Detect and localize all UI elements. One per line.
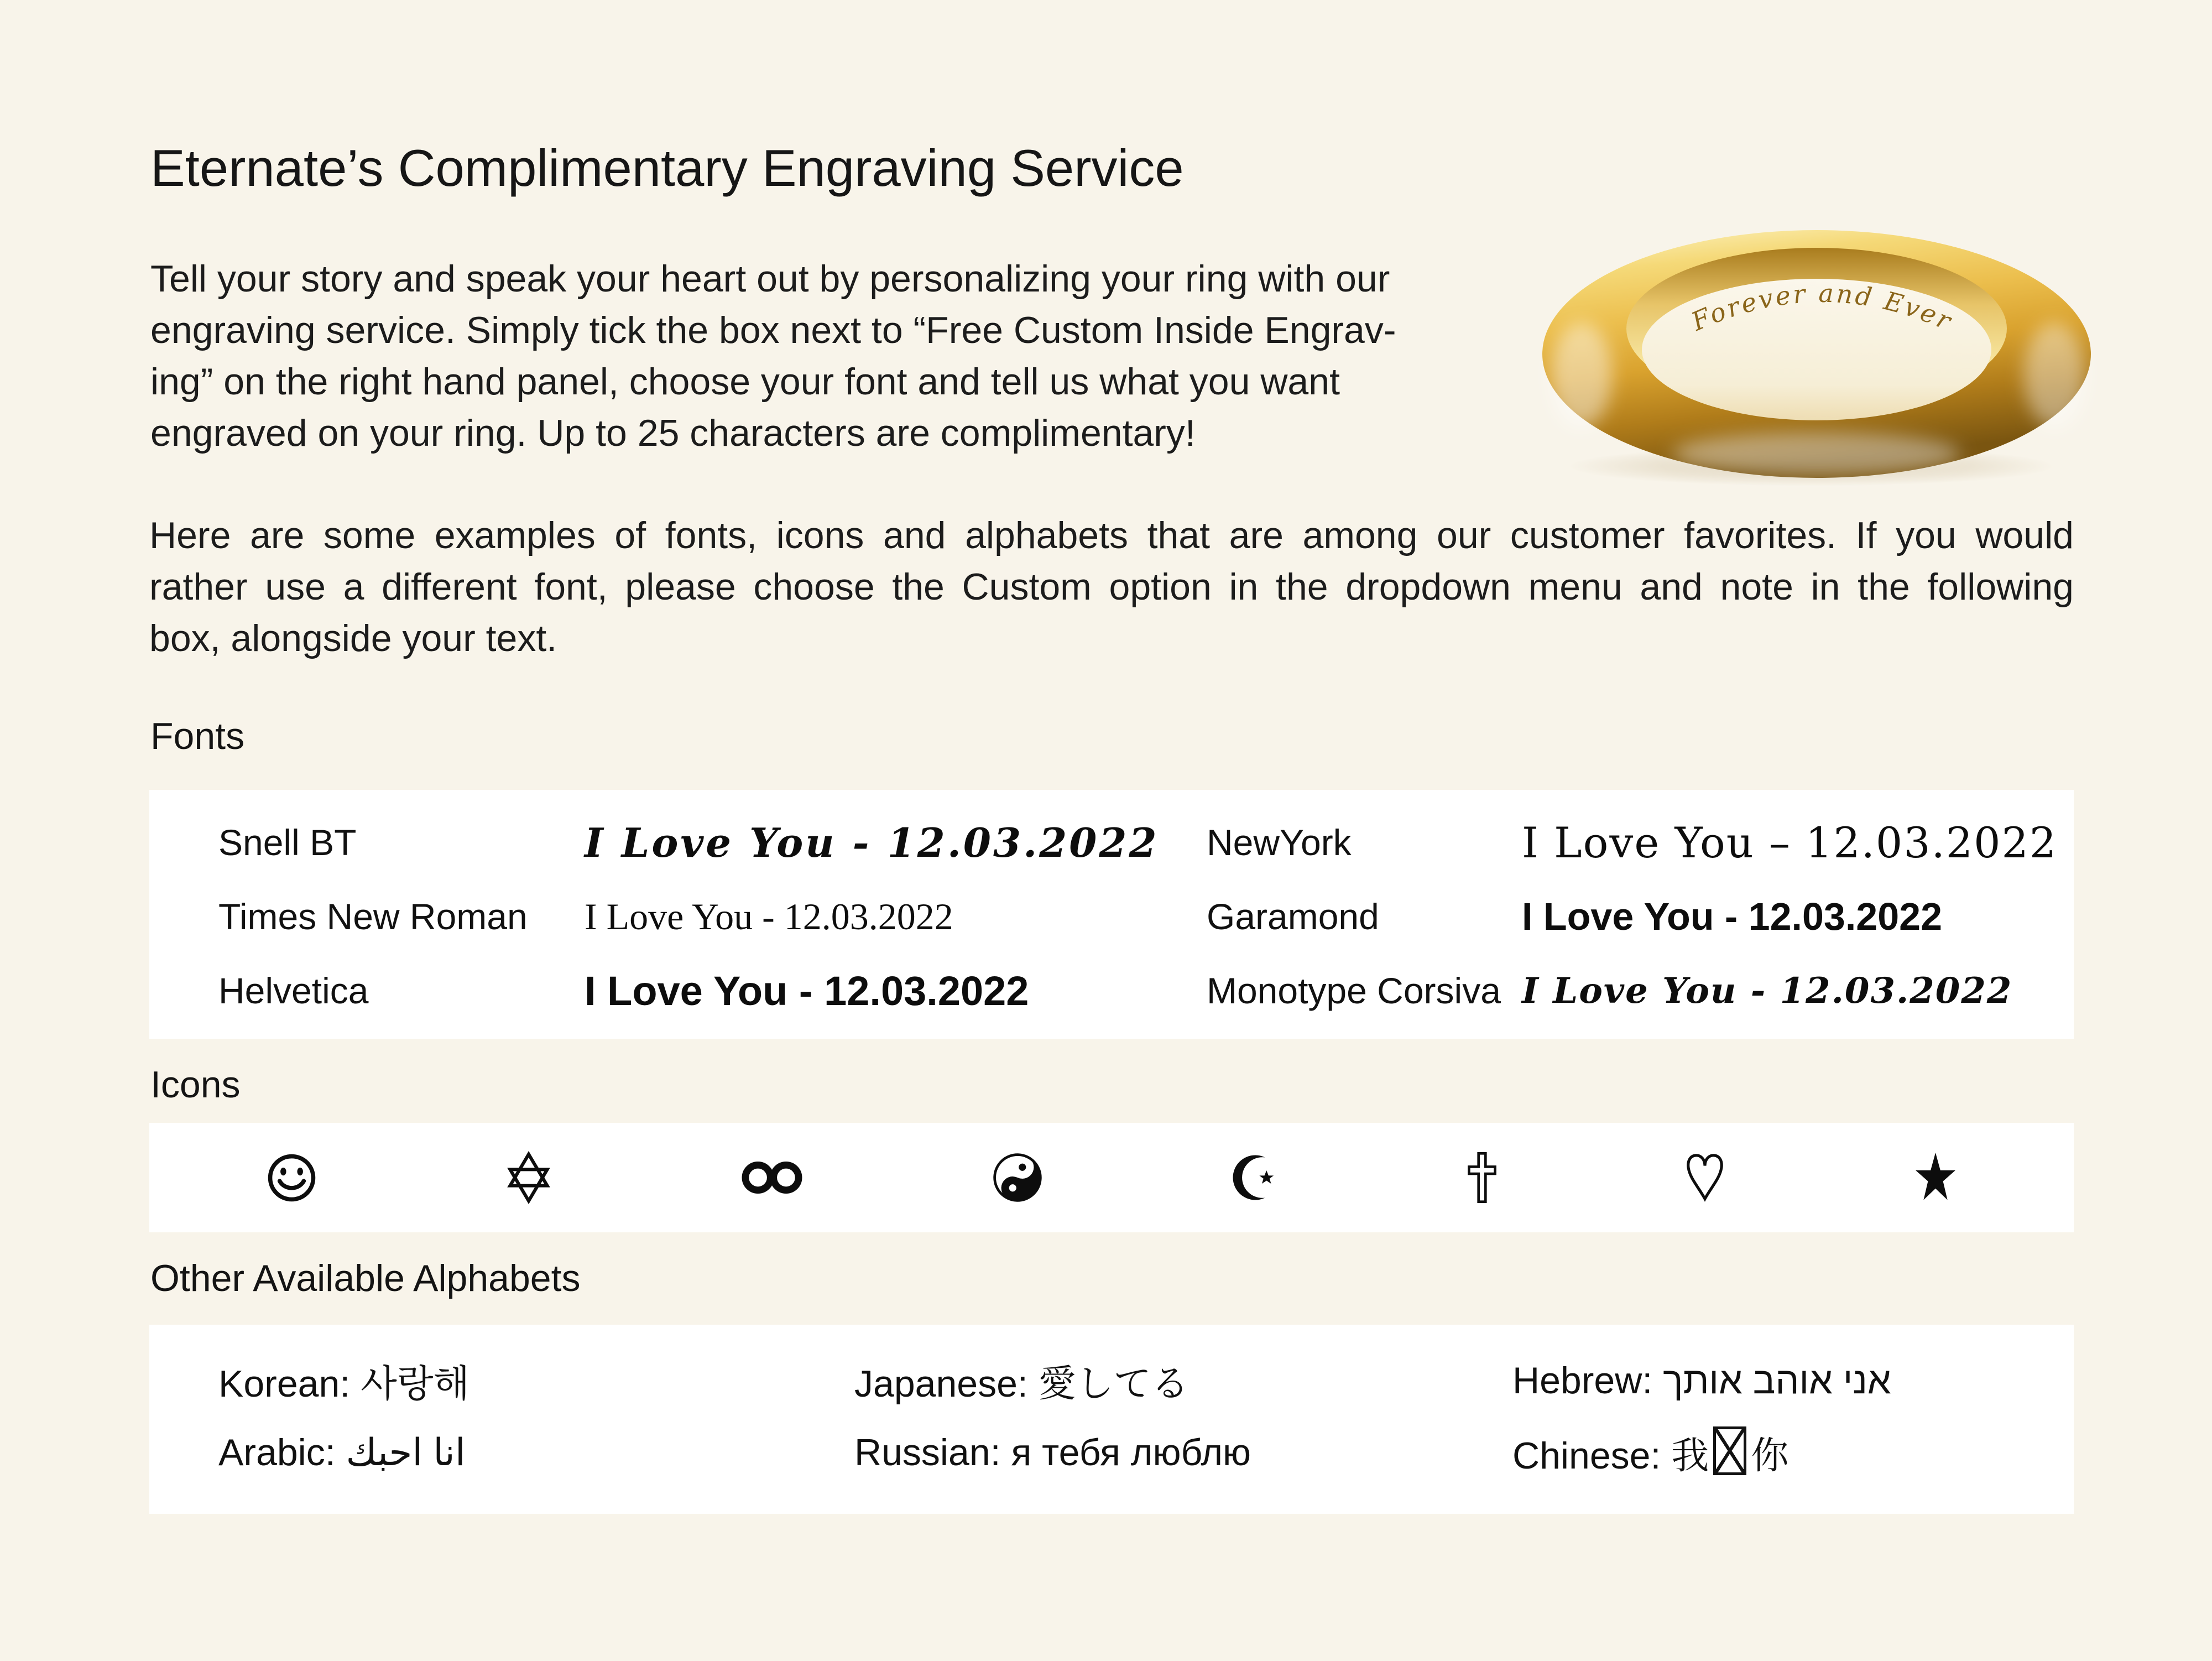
- intro-line-3: ing” on the right hand panel, choose your font and tell us what you want: [150, 361, 1340, 403]
- font-sample-snell-bt: I Love You - 12.03.2022: [585, 819, 1159, 866]
- gold-ring-image: [1529, 215, 2115, 491]
- intro-line-1: Tell your story and speak your heart out by personalizing your ring with our: [150, 258, 1390, 300]
- font-sample-garamond: I Love You - 12.03.2022: [1522, 895, 1943, 938]
- note-line-2: rather use a different font, please choose the Custom option in the dropdown menu and note in the following: [149, 566, 2074, 608]
- fonts-heading: Fonts: [150, 715, 245, 757]
- intro-line-4: engraved on your ring. Up to 25 characters are complimentary!: [150, 412, 1196, 454]
- font-sample-times-new-roman: I Love You - 12.03.2022: [585, 895, 953, 938]
- icons-bar: [149, 1123, 2074, 1232]
- infinity-icon: [739, 1160, 805, 1195]
- font-name-helvetica: Helvetica: [218, 970, 369, 1011]
- gold-ring-graphic: [1529, 215, 2115, 491]
- note-line-3: box, alongside your text.: [149, 617, 557, 659]
- ring-engraving-text: Forever and Ever: [1687, 278, 1958, 337]
- intro-paragraph: [150, 253, 1396, 459]
- font-name-monotype-corsiva: Monotype Corsiva: [1207, 970, 1501, 1011]
- cross-icon: [1468, 1152, 1496, 1203]
- alphabet-korean: Korean: 사랑해: [218, 1362, 470, 1405]
- heart-icon: [1683, 1152, 1726, 1204]
- font-sample-helvetica: I Love You - 12.03.2022: [585, 967, 1029, 1014]
- font-name-snell-bt: Snell BT: [218, 822, 357, 863]
- intro-line-2: engraving service. Simply tick the box next to “Free Custom Inside Engrav-: [150, 309, 1396, 351]
- fonts-table: [149, 790, 2074, 1039]
- font-name-times-new-roman: Times New Roman: [218, 896, 528, 937]
- font-sample-monotype-corsiva: I Love You - 12.03.2022: [1522, 970, 2013, 1012]
- font-sample-newyork: I Love You – 12.03.2022: [1522, 818, 2058, 867]
- alphabet-japanese: Japanese: 愛してる: [854, 1362, 1189, 1405]
- icons-heading: Icons: [150, 1064, 241, 1106]
- yin-yang-icon: [992, 1152, 1044, 1204]
- note-line-1: Here are some examples of fonts, icons and alphabets that are among our customer favorites. If you would: [149, 514, 2074, 556]
- star-icon: [1913, 1152, 1958, 1204]
- missing-glyph-box: [1713, 1426, 1746, 1475]
- alphabets-table: [149, 1325, 2074, 1514]
- font-name-newyork: NewYork: [1207, 822, 1352, 863]
- alphabet-chinese: Chinese: 我 你: [1512, 1426, 2074, 1480]
- note-paragraph: [149, 510, 2074, 664]
- font-name-garamond: Garamond: [1207, 896, 1379, 937]
- alphabets-heading: Other Available Alphabets: [150, 1257, 581, 1299]
- smiley-icon: [265, 1152, 318, 1204]
- crescent-star-icon: [1230, 1152, 1281, 1203]
- alphabet-hebrew: Hebrew: אני אוהב אותך: [1512, 1360, 1891, 1402]
- star-of-david-icon: [505, 1151, 552, 1204]
- alphabet-arabic: Arabic: انا احبك: [218, 1431, 466, 1473]
- page-title: Eternate’s Complimentary Engraving Service: [150, 139, 1184, 197]
- alphabet-russian: Russian: я тебя люблю: [854, 1431, 1251, 1473]
